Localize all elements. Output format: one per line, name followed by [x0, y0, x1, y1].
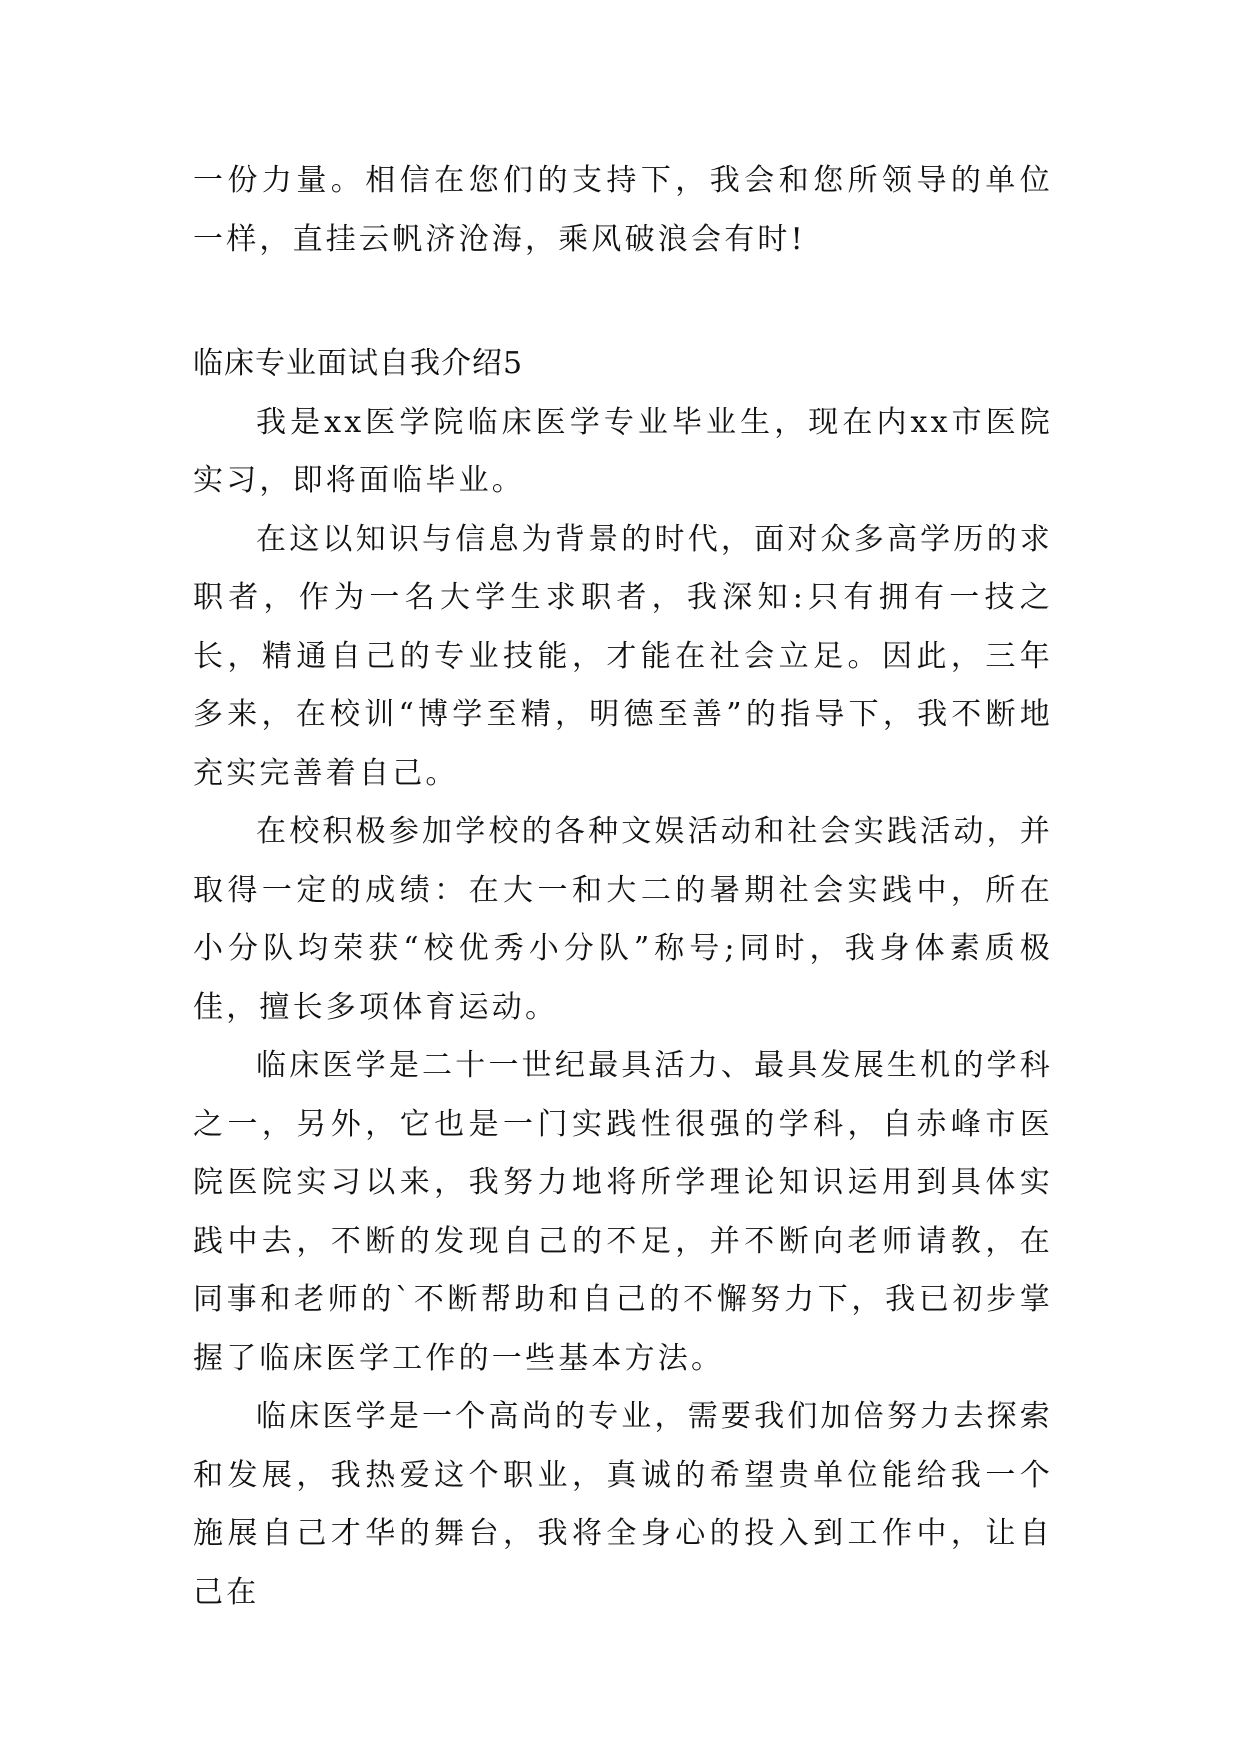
body-paragraph: 在这以知识与信息为背景的时代，面对众多高学历的求职者，作为一名大学生求职者，我深知:只有拥有一技之长，精通自己的专业技能，才能在社会立足。因此，三年多来，在校训“博学至精，明德至善”的指导下，我不断地充实完善着自己。: [193, 521, 1053, 791]
continuation-paragraph: 一份力量。相信在您们的支持下，我会和您所领导的单位一样，直挂云帆济沧海，乘风破浪会有时!: [193, 163, 1053, 257]
body-paragraph: 临床医学是一个高尚的专业，需要我们加倍努力去探索和发展，我热爱这个职业，真诚的希望贵单位能给我一个施展自己才华的舞台，我将全身心的投入到工作中，让自己在: [193, 1399, 1053, 1610]
body-paragraph: 我是xx医学院临床医学专业毕业生，现在内xx市医院实习，即将面临毕业。: [193, 404, 1053, 498]
document-body: [193, 152, 1053, 1622]
body-paragraph: 在校积极参加学校的各种文娱活动和社会实践活动，并取得一定的成绩：在大一和大二的暑期社会实践中，所在小分队均荣获“校优秀小分队”称号;同时，我身体素质极佳，擅长多项体育运动。: [193, 814, 1053, 1025]
body-paragraph: 临床医学是二十一世纪最具活力、最具发展生机的学科之一，另外，它也是一门实践性很强的学科，自赤峰市医院医院实习以来，我努力地将所学理论知识运用到具体实践中去，不断的发现自己的不足，并不断向老师请教，在同事和老师的`不断帮助和自己的不懈努力下，我已初步掌握了临床医学工作的一些基本方法。: [193, 1048, 1053, 1376]
section-title: 临床专业面试自我介绍5: [193, 346, 524, 381]
